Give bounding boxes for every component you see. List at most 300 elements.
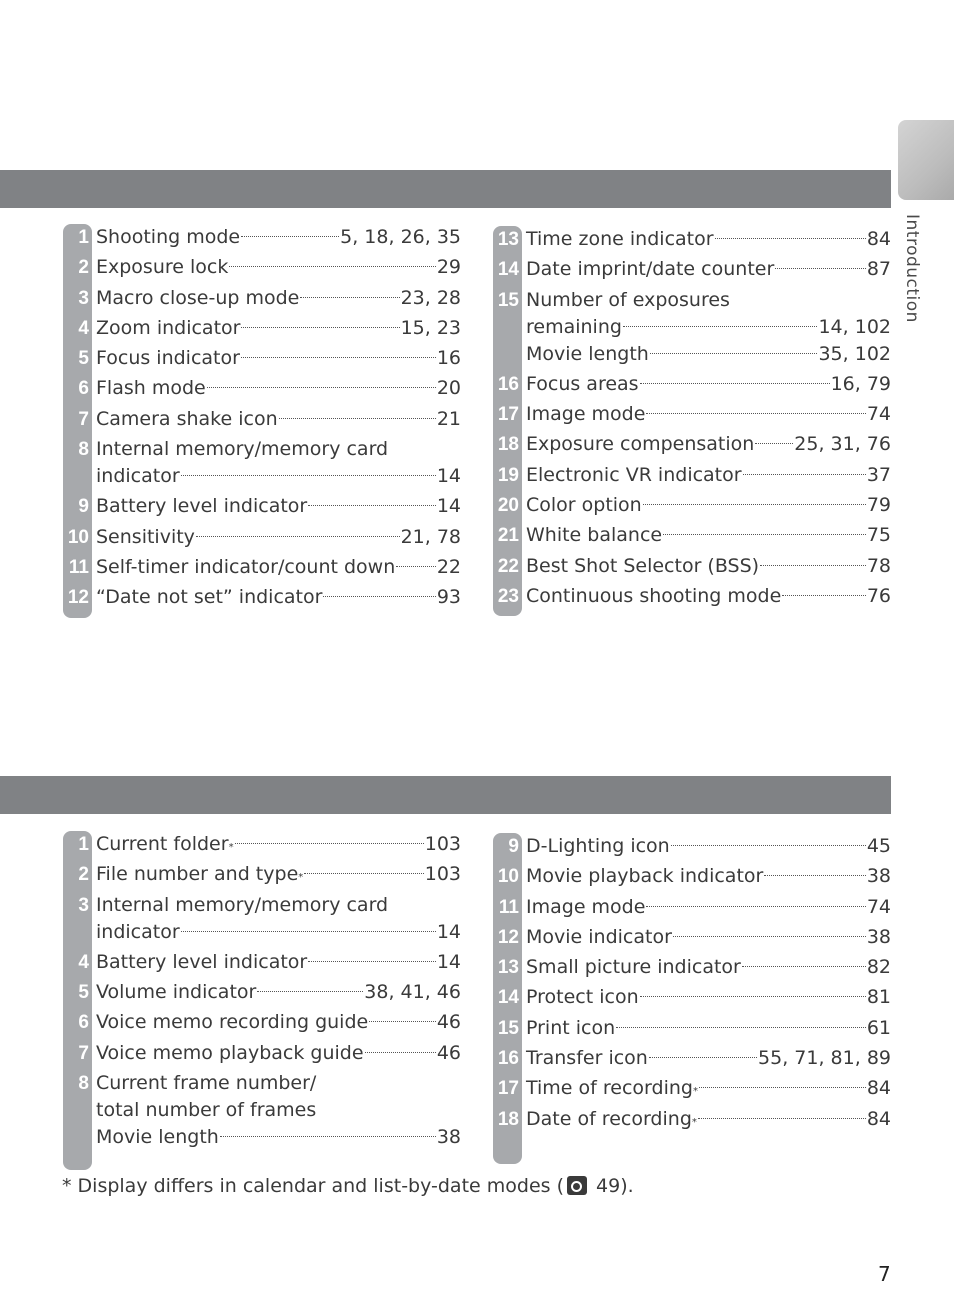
page-reference: 21 xyxy=(436,407,461,430)
page-reference: 55, 71, 81, 89 xyxy=(758,1047,891,1070)
playback-list-right xyxy=(493,833,891,1164)
entry-line xyxy=(96,949,461,976)
list-item xyxy=(63,436,461,490)
list-item xyxy=(493,984,891,1011)
page-reference: 20 xyxy=(436,377,461,400)
list-item xyxy=(63,406,461,433)
entry-line xyxy=(96,406,461,433)
leader-dots xyxy=(623,326,818,327)
item-entry xyxy=(92,831,461,858)
leader-dots xyxy=(235,843,424,844)
entry-line: File number and type * 103 xyxy=(96,861,461,888)
item-number: 5 xyxy=(78,348,89,370)
entry-label: Movie indicator xyxy=(526,925,672,948)
item-number: 13 xyxy=(497,957,519,979)
leader-dots xyxy=(369,1021,436,1022)
item-number: 9 xyxy=(78,496,89,518)
page-reference: 103 xyxy=(424,863,461,886)
leader-dots xyxy=(764,875,865,876)
item-number: 17 xyxy=(497,1078,519,1100)
item-number: 18 xyxy=(497,434,519,456)
entry-label: Zoom indicator xyxy=(96,316,241,339)
page-reference: 21, 78 xyxy=(400,525,461,548)
item-entry xyxy=(92,949,461,976)
list-item xyxy=(493,226,891,253)
item-number: 10 xyxy=(67,526,89,548)
list-item xyxy=(493,863,891,890)
item-number: 19 xyxy=(497,464,519,486)
entry-label: Movie length xyxy=(526,342,649,365)
leader-dots xyxy=(640,383,830,384)
entry-label: Number of exposures xyxy=(526,288,730,311)
leader-dots xyxy=(257,991,363,992)
item-entry xyxy=(522,863,891,890)
entry-label: Movie playback indicator xyxy=(526,865,764,888)
page-reference: 84 xyxy=(866,228,891,250)
entry-label: Date imprint/date counter xyxy=(526,258,775,281)
item-entry xyxy=(92,892,461,946)
item-entry xyxy=(522,462,891,489)
item-entry xyxy=(522,1075,891,1102)
entry-line xyxy=(526,522,891,549)
leader-dots xyxy=(715,238,866,239)
page-reference: 5, 18, 26, 35 xyxy=(340,226,461,248)
list-item xyxy=(63,554,461,581)
page-reference: 61 xyxy=(866,1016,891,1039)
list-item xyxy=(493,371,891,398)
page-reference: 35, 102 xyxy=(818,342,891,365)
item-entry xyxy=(92,861,461,888)
page-reference: 14 xyxy=(436,920,461,943)
entry-label: Internal memory/memory card xyxy=(96,893,389,916)
entry-line xyxy=(526,894,891,921)
entry-label: Best Shot Selector (BSS) xyxy=(526,554,760,577)
item-entry xyxy=(522,287,891,368)
entry-label: Small picture indicator xyxy=(526,956,741,979)
item-entry xyxy=(92,436,461,490)
section-header-bar-playback xyxy=(0,776,891,814)
item-number: 4 xyxy=(78,951,89,973)
entry-label: Print icon xyxy=(526,1016,616,1039)
item-number: 13 xyxy=(497,229,519,250)
entry-line xyxy=(96,375,461,402)
list-item xyxy=(493,924,891,951)
entry-label: Exposure lock xyxy=(96,256,229,279)
entry-line xyxy=(96,1124,461,1151)
page-reference: 14 xyxy=(436,465,461,488)
entry-label: Volume indicator xyxy=(96,981,257,1004)
item-entry xyxy=(92,375,461,402)
entry-label: Image mode xyxy=(526,895,646,918)
entry-label: Voice memo playback guide xyxy=(96,1041,364,1064)
entry-label: Date of recording xyxy=(526,1107,692,1130)
item-number: 23 xyxy=(497,585,519,607)
footnote-suffix: 49). xyxy=(590,1175,634,1197)
entry-line xyxy=(526,553,891,580)
page-reference: 29 xyxy=(436,256,461,279)
page-reference: 14, 102 xyxy=(818,315,891,338)
shooting-list-right xyxy=(493,226,891,616)
entry-line: Date of recording * 84 xyxy=(526,1106,891,1133)
list-item xyxy=(493,462,891,489)
entry-line xyxy=(96,436,461,463)
item-entry xyxy=(522,522,891,549)
item-number: 9 xyxy=(508,836,519,857)
list-item xyxy=(63,524,461,551)
reference-icon xyxy=(567,1176,587,1195)
entry-label: Movie length xyxy=(96,1126,219,1149)
item-number: 8 xyxy=(78,439,89,461)
page-number: 7 xyxy=(878,1262,891,1286)
entry-line xyxy=(526,954,891,981)
leader-dots xyxy=(308,961,436,962)
list-item xyxy=(493,553,891,580)
page-reference: 15, 23 xyxy=(400,316,461,339)
item-entry xyxy=(92,1040,461,1067)
entry-label: D-Lighting icon xyxy=(526,835,670,857)
page-reference: 38, 41, 46 xyxy=(364,981,461,1004)
item-number: 7 xyxy=(78,1042,89,1064)
footnote xyxy=(62,1175,634,1197)
leader-dots xyxy=(643,504,866,505)
entry-line xyxy=(96,1070,461,1097)
list-item xyxy=(493,894,891,921)
leader-dots xyxy=(698,1118,866,1119)
list-item xyxy=(63,224,461,251)
entry-label: Image mode xyxy=(526,403,646,426)
page-reference: 103 xyxy=(424,833,461,855)
item-entry xyxy=(92,554,461,581)
entry-label: Flash mode xyxy=(96,377,206,400)
item-entry xyxy=(92,285,461,312)
item-number: 6 xyxy=(78,378,89,400)
page-reference: 38 xyxy=(436,1126,461,1149)
entry-line xyxy=(96,1009,461,1036)
item-number: 11 xyxy=(68,556,89,578)
item-entry xyxy=(92,979,461,1006)
page-reference: 75 xyxy=(866,524,891,547)
entry-label: Self-timer indicator/count down xyxy=(96,555,396,578)
entry-line xyxy=(526,287,891,314)
item-entry xyxy=(522,553,891,580)
item-entry xyxy=(522,583,891,610)
page-reference: 38 xyxy=(866,865,891,888)
item-number: 21 xyxy=(497,525,519,547)
list-item xyxy=(63,345,461,372)
leader-dots xyxy=(699,1087,866,1088)
leader-dots xyxy=(300,297,399,298)
entry-label: “Date not set” indicator xyxy=(96,586,323,609)
entry-line xyxy=(526,341,891,368)
item-entry xyxy=(522,1106,891,1133)
page-reference: 45 xyxy=(866,835,891,857)
item-entry xyxy=(522,401,891,428)
entry-line xyxy=(526,371,891,398)
page-reference: 46 xyxy=(436,1041,461,1064)
leader-dots xyxy=(181,931,436,932)
page-reference: 16 xyxy=(436,347,461,370)
section-header-bar-shooting xyxy=(0,170,891,208)
item-number: 20 xyxy=(497,495,519,517)
leader-dots xyxy=(663,534,866,535)
page-reference: 14 xyxy=(436,495,461,518)
item-number: 22 xyxy=(497,555,519,577)
list-item xyxy=(493,287,891,368)
leader-dots xyxy=(650,353,818,354)
list-item xyxy=(493,1045,891,1072)
entry-label: Transfer icon xyxy=(526,1047,648,1070)
leader-dots xyxy=(646,413,865,414)
item-entry xyxy=(92,224,461,251)
leader-dots xyxy=(304,873,423,874)
item-number: 1 xyxy=(78,834,89,855)
entry-line xyxy=(526,984,891,1011)
entry-label: indicator xyxy=(96,465,180,488)
leader-dots xyxy=(743,474,866,475)
entry-label: indicator xyxy=(96,920,180,943)
leader-dots xyxy=(775,268,866,269)
page-reference: 25, 31, 76 xyxy=(794,433,891,456)
item-number: 3 xyxy=(78,894,89,916)
entry-line xyxy=(96,524,461,551)
entry-label: remaining xyxy=(526,315,622,338)
entry-label: Focus indicator xyxy=(96,347,240,370)
item-entry xyxy=(522,371,891,398)
item-number: 17 xyxy=(497,404,519,426)
entry-line xyxy=(96,463,461,490)
list-item xyxy=(493,431,891,458)
leader-dots xyxy=(279,418,436,419)
list-item xyxy=(63,861,461,888)
item-entry xyxy=(522,924,891,951)
playback-list-left xyxy=(63,831,461,1170)
item-entry xyxy=(522,226,891,253)
item-entry xyxy=(522,1015,891,1042)
page-reference: 93 xyxy=(436,586,461,609)
entry-line xyxy=(96,1097,461,1124)
entry-line xyxy=(96,493,461,520)
list-item xyxy=(493,492,891,519)
shooting-list-left xyxy=(63,224,461,618)
leader-dots xyxy=(673,936,866,937)
entry-label: total number of frames xyxy=(96,1099,317,1122)
entry-label: Internal memory/memory card xyxy=(96,438,389,461)
item-number: 4 xyxy=(78,317,89,339)
list-item xyxy=(63,949,461,976)
page-reference: 14 xyxy=(436,950,461,973)
page-reference: 22 xyxy=(436,555,461,578)
entry-label: Focus areas xyxy=(526,372,639,395)
list-item xyxy=(63,285,461,312)
leader-dots xyxy=(181,475,436,476)
entry-line xyxy=(96,554,461,581)
item-entry xyxy=(92,524,461,551)
entry-label: Sensitivity xyxy=(96,525,195,548)
item-number: 15 xyxy=(497,289,519,311)
entry-line xyxy=(526,1015,891,1042)
page-reference: 84 xyxy=(866,1107,891,1130)
entry-line xyxy=(526,226,891,253)
page-reference: 87 xyxy=(866,258,891,281)
leader-dots xyxy=(220,1136,436,1137)
item-number: 6 xyxy=(78,1012,89,1034)
item-number: 2 xyxy=(78,257,89,279)
item-entry xyxy=(92,1070,461,1151)
leader-dots xyxy=(646,906,865,907)
leader-dots xyxy=(649,1057,757,1058)
item-number: 14 xyxy=(497,987,519,1009)
item-entry xyxy=(92,1009,461,1036)
footnote-prefix: * Display differs in calendar and list-by-date modes ( xyxy=(62,1175,564,1197)
item-number: 11 xyxy=(498,896,519,918)
entry-line: Current folder * 103 xyxy=(96,831,461,858)
list-item xyxy=(63,493,461,520)
list-item xyxy=(493,1075,891,1102)
item-entry xyxy=(92,406,461,433)
leader-dots xyxy=(640,996,866,997)
item-entry xyxy=(522,431,891,458)
entry-line xyxy=(526,833,891,860)
page-reference: 82 xyxy=(866,956,891,979)
item-entry xyxy=(92,493,461,520)
entry-line xyxy=(526,924,891,951)
page-reference: 79 xyxy=(866,494,891,517)
page-reference: 76 xyxy=(866,584,891,607)
leader-dots xyxy=(241,327,399,328)
entry-line xyxy=(96,345,461,372)
entry-line xyxy=(526,492,891,519)
page-reference: 37 xyxy=(866,463,891,486)
entry-line xyxy=(526,401,891,428)
item-entry xyxy=(92,345,461,372)
item-number: 10 xyxy=(497,866,519,888)
leader-dots xyxy=(760,565,866,566)
entry-label: Color option xyxy=(526,494,642,517)
list-item xyxy=(493,256,891,283)
leader-dots xyxy=(396,566,436,567)
entry-line xyxy=(526,583,891,610)
page-reference: 46 xyxy=(436,1011,461,1034)
page-reference: 84 xyxy=(866,1077,891,1100)
item-entry xyxy=(522,954,891,981)
entry-line xyxy=(96,979,461,1006)
leader-dots xyxy=(241,236,339,237)
list-item xyxy=(63,315,461,342)
page-reference: 74 xyxy=(866,895,891,918)
entry-line xyxy=(96,315,461,342)
page-reference: 78 xyxy=(866,554,891,577)
page-reference: 23, 28 xyxy=(400,286,461,309)
list-item xyxy=(493,583,891,610)
item-entry xyxy=(522,984,891,1011)
item-number: 2 xyxy=(78,864,89,886)
leader-dots xyxy=(308,505,436,506)
item-entry xyxy=(522,894,891,921)
item-entry xyxy=(522,256,891,283)
item-number: 1 xyxy=(78,227,89,248)
leader-dots xyxy=(742,966,866,967)
list-item xyxy=(493,833,891,860)
item-entry xyxy=(522,492,891,519)
entry-line xyxy=(526,1045,891,1072)
list-item xyxy=(493,522,891,549)
item-entry xyxy=(522,1045,891,1072)
leader-dots xyxy=(323,596,435,597)
item-number: 12 xyxy=(497,926,519,948)
item-number: 5 xyxy=(78,982,89,1004)
item-number: 14 xyxy=(497,259,519,281)
list-item xyxy=(63,831,461,858)
list-item xyxy=(63,979,461,1006)
leader-dots xyxy=(229,266,435,267)
entry-line: Time of recording * 84 xyxy=(526,1075,891,1102)
page-reference: 16, 79 xyxy=(830,372,891,395)
list-item xyxy=(63,1070,461,1151)
side-tab xyxy=(898,120,954,200)
entry-line xyxy=(526,863,891,890)
list-item xyxy=(63,1040,461,1067)
item-number: 16 xyxy=(497,373,519,395)
item-number: 12 xyxy=(67,587,89,609)
entry-line xyxy=(526,431,891,458)
item-number: 7 xyxy=(78,408,89,430)
list-item xyxy=(63,375,461,402)
entry-line xyxy=(526,314,891,341)
entry-label: Camera shake icon xyxy=(96,407,278,430)
entry-line xyxy=(96,254,461,281)
item-entry xyxy=(92,254,461,281)
page-reference: 81 xyxy=(866,986,891,1009)
entry-label: Continuous shooting mode xyxy=(526,584,782,607)
page-reference: 74 xyxy=(866,403,891,426)
item-entry xyxy=(522,833,891,860)
entry-label: Battery level indicator xyxy=(96,950,308,973)
entry-line xyxy=(96,584,461,611)
leader-dots xyxy=(616,1027,866,1028)
entry-label: Shooting mode xyxy=(96,226,241,248)
entry-label: Macro close-up mode xyxy=(96,286,300,309)
entry-line xyxy=(526,256,891,283)
leader-dots xyxy=(207,387,436,388)
list-item xyxy=(493,954,891,981)
entry-label: Electronic VR indicator xyxy=(526,463,742,486)
entry-label: Protect icon xyxy=(526,986,639,1009)
entry-line xyxy=(96,1040,461,1067)
item-number: 16 xyxy=(497,1048,519,1070)
list-item xyxy=(63,1009,461,1036)
item-number: 15 xyxy=(497,1017,519,1039)
entry-line xyxy=(96,892,461,919)
list-item xyxy=(493,1015,891,1042)
list-item xyxy=(63,254,461,281)
entry-line xyxy=(526,462,891,489)
entry-label: White balance xyxy=(526,524,663,547)
item-number: 18 xyxy=(497,1108,519,1130)
entry-label: Battery level indicator xyxy=(96,495,308,518)
list-item xyxy=(493,1106,891,1133)
leader-dots xyxy=(241,357,436,358)
entry-line xyxy=(96,285,461,312)
list-item xyxy=(63,584,461,611)
item-entry xyxy=(92,315,461,342)
side-tab-label: Introduction xyxy=(902,214,922,323)
item-number: 3 xyxy=(78,287,89,309)
leader-dots xyxy=(196,536,400,537)
entry-label: File number and type xyxy=(96,863,299,886)
leader-dots xyxy=(782,595,866,596)
entry-label: Voice memo recording guide xyxy=(96,1011,369,1034)
entry-label: Time zone indicator xyxy=(526,228,714,250)
